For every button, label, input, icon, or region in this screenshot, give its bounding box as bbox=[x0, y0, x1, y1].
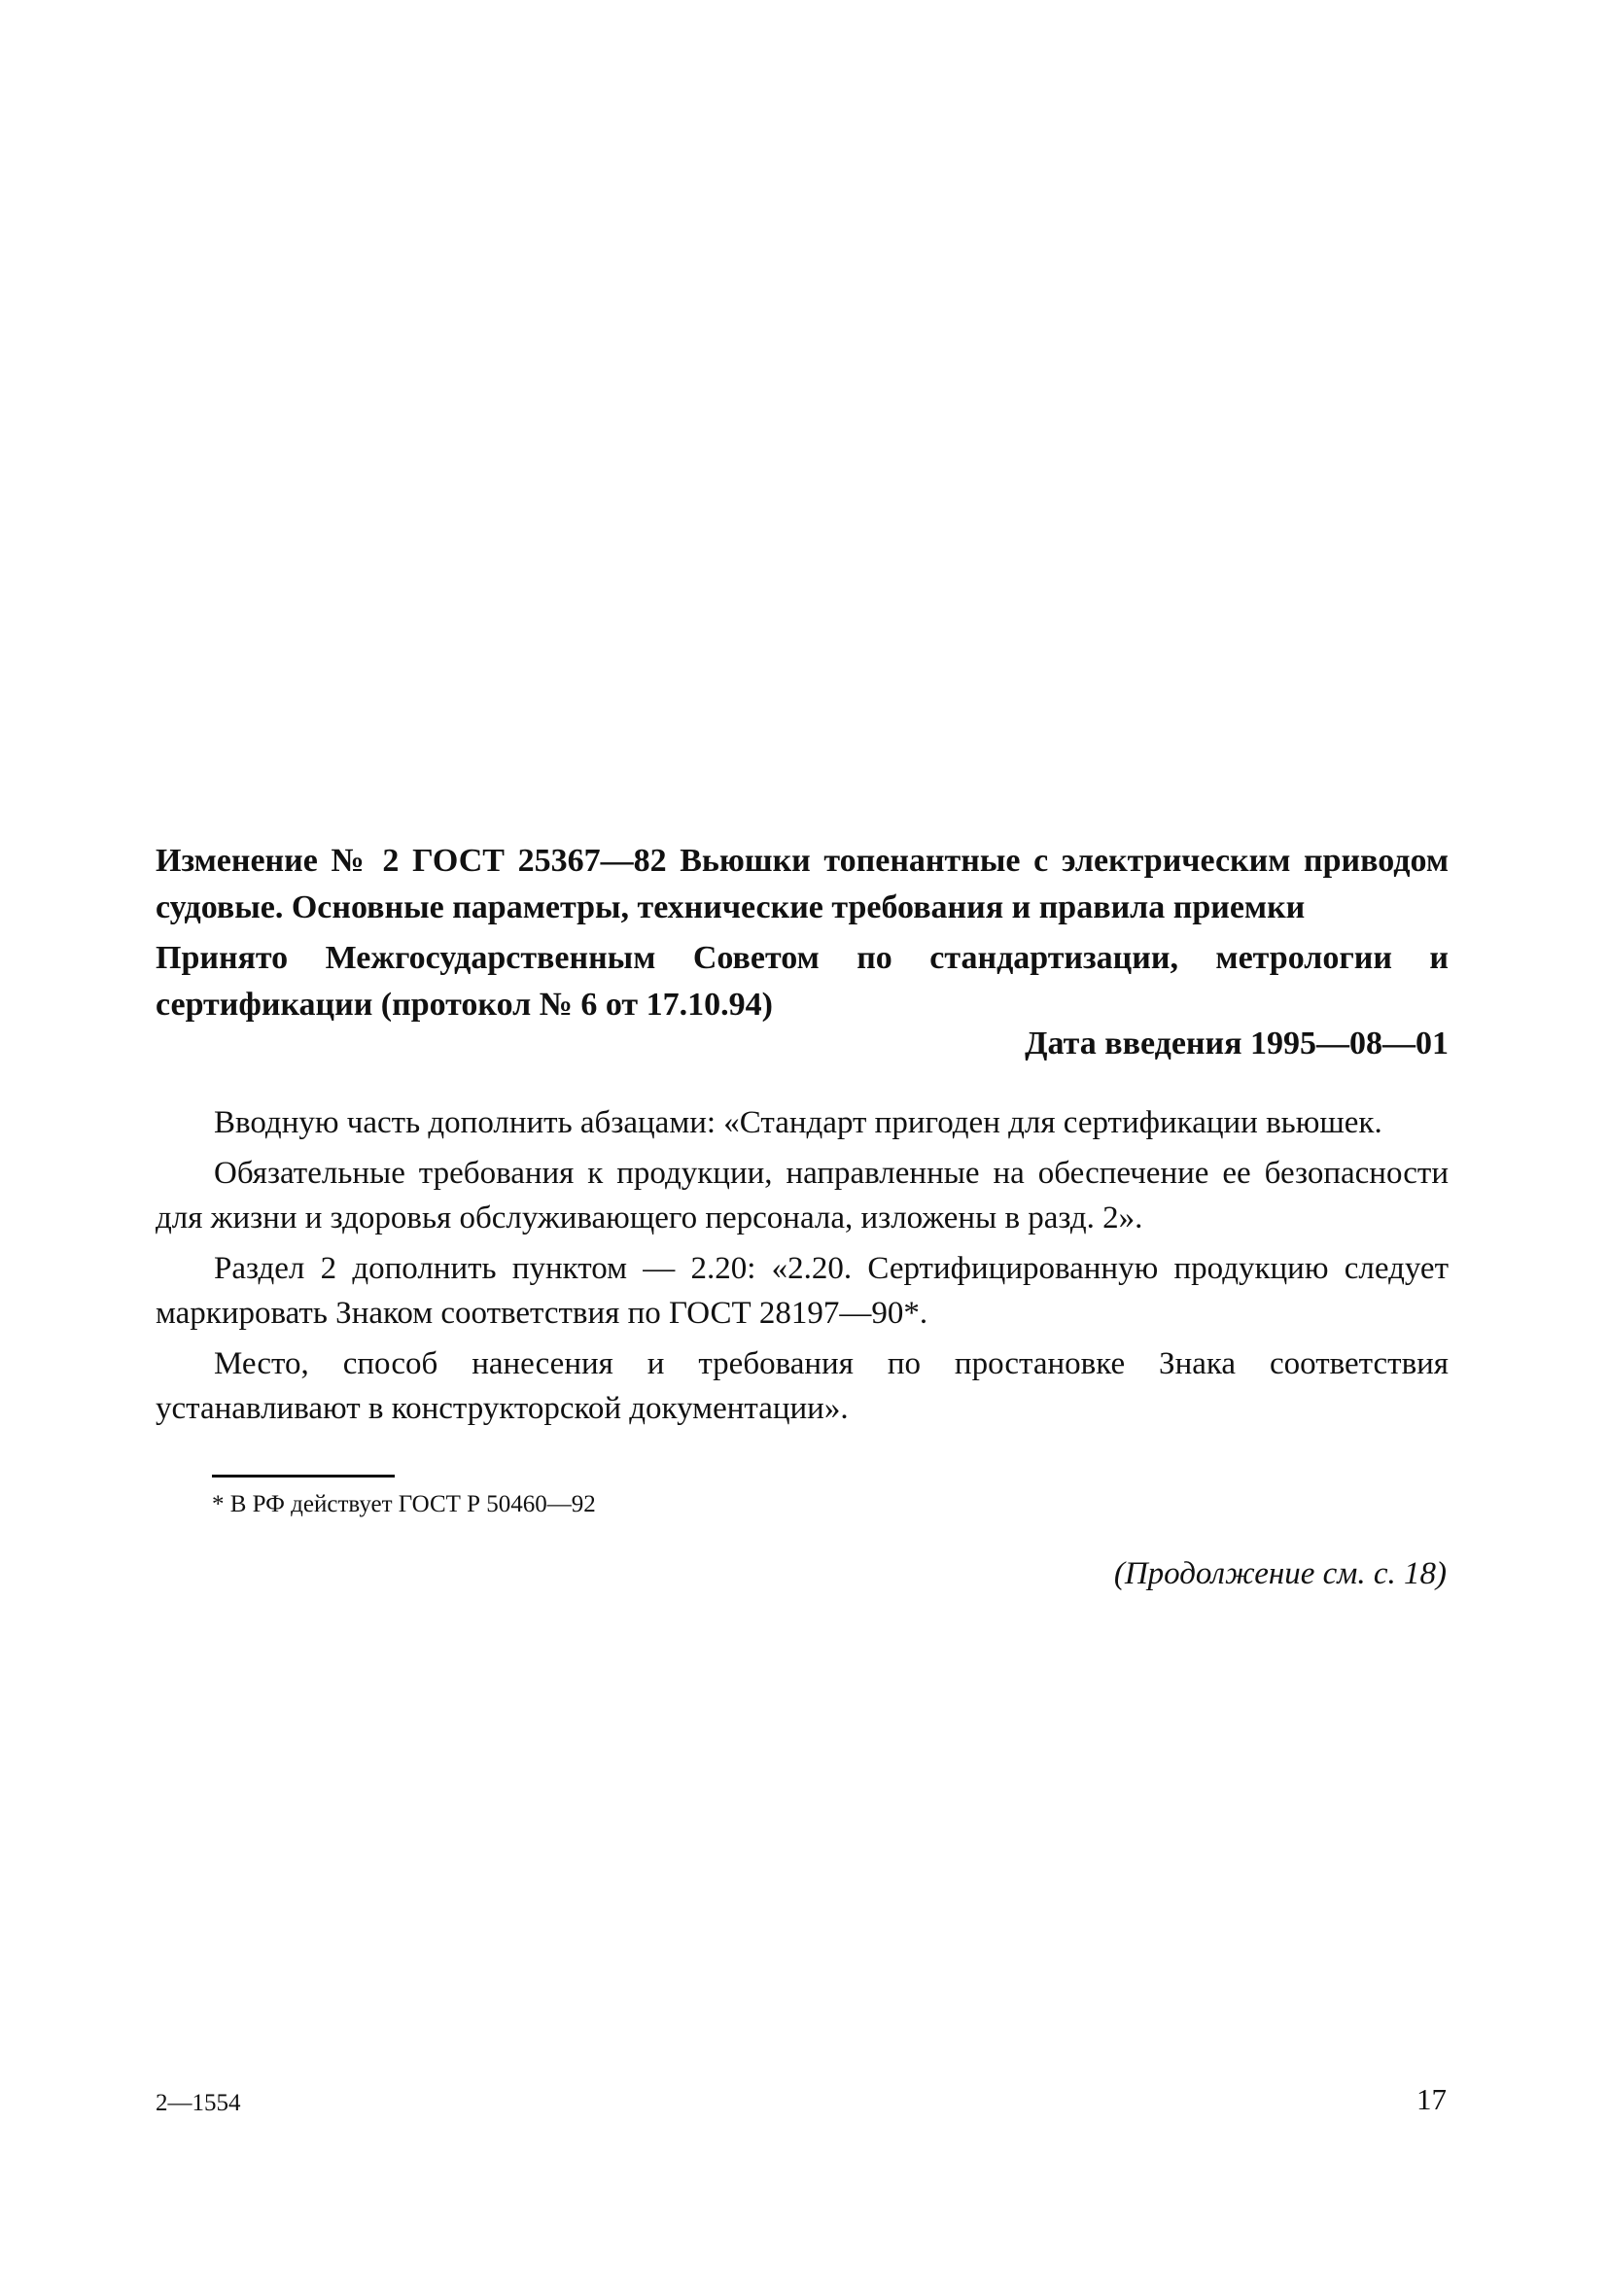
paragraph-requirements: Обязательные требования к продукции, направленные на обеспечение ее безопасности для жизни и здоровья обслуживающего персонала, изложены в разд. 2». bbox=[156, 1156, 1449, 1235]
continuation-note: (Продолжение см. с. 18) bbox=[1113, 1556, 1447, 1591]
paragraph-marking: Место, способ нанесения и требования по простановке Знака соответствия устанавливают в конструкторской документации». bbox=[156, 1346, 1449, 1426]
effective-date: Дата введения 1995—08—01 bbox=[1025, 1026, 1449, 1061]
paragraph-section-2: Раздел 2 дополнить пунктом — 2.20: «2.20. Сертифицированную продукцию следует маркировать Знаком соответствия по ГОСТ 28197—90*. bbox=[156, 1251, 1449, 1331]
paragraph-intro: Вводную часть дополнить абзацами: «Стандарт пригоден для сертификации вьюшек. bbox=[214, 1105, 1382, 1140]
footer-code: 2—1554 bbox=[156, 2090, 241, 2116]
amendment-title: Изменение № 2 ГОСТ 25367—82 Вьюшки топенантные с электрическим приводом судовые. Основные параметры, технические требования и правила приемки bbox=[156, 843, 1449, 925]
adopted-by-statement: Принято Межгосударственным Советом по стандартизации, метрологии и сертификации (протокол № 6 от 17.10.94) bbox=[156, 940, 1449, 1023]
footnote-divider bbox=[212, 1475, 395, 1478]
amendment-body bbox=[156, 1100, 1449, 1437]
page-number: 17 bbox=[1416, 2082, 1447, 2116]
footnote: * В РФ действует ГОСТ Р 50460—92 bbox=[212, 1491, 596, 1517]
